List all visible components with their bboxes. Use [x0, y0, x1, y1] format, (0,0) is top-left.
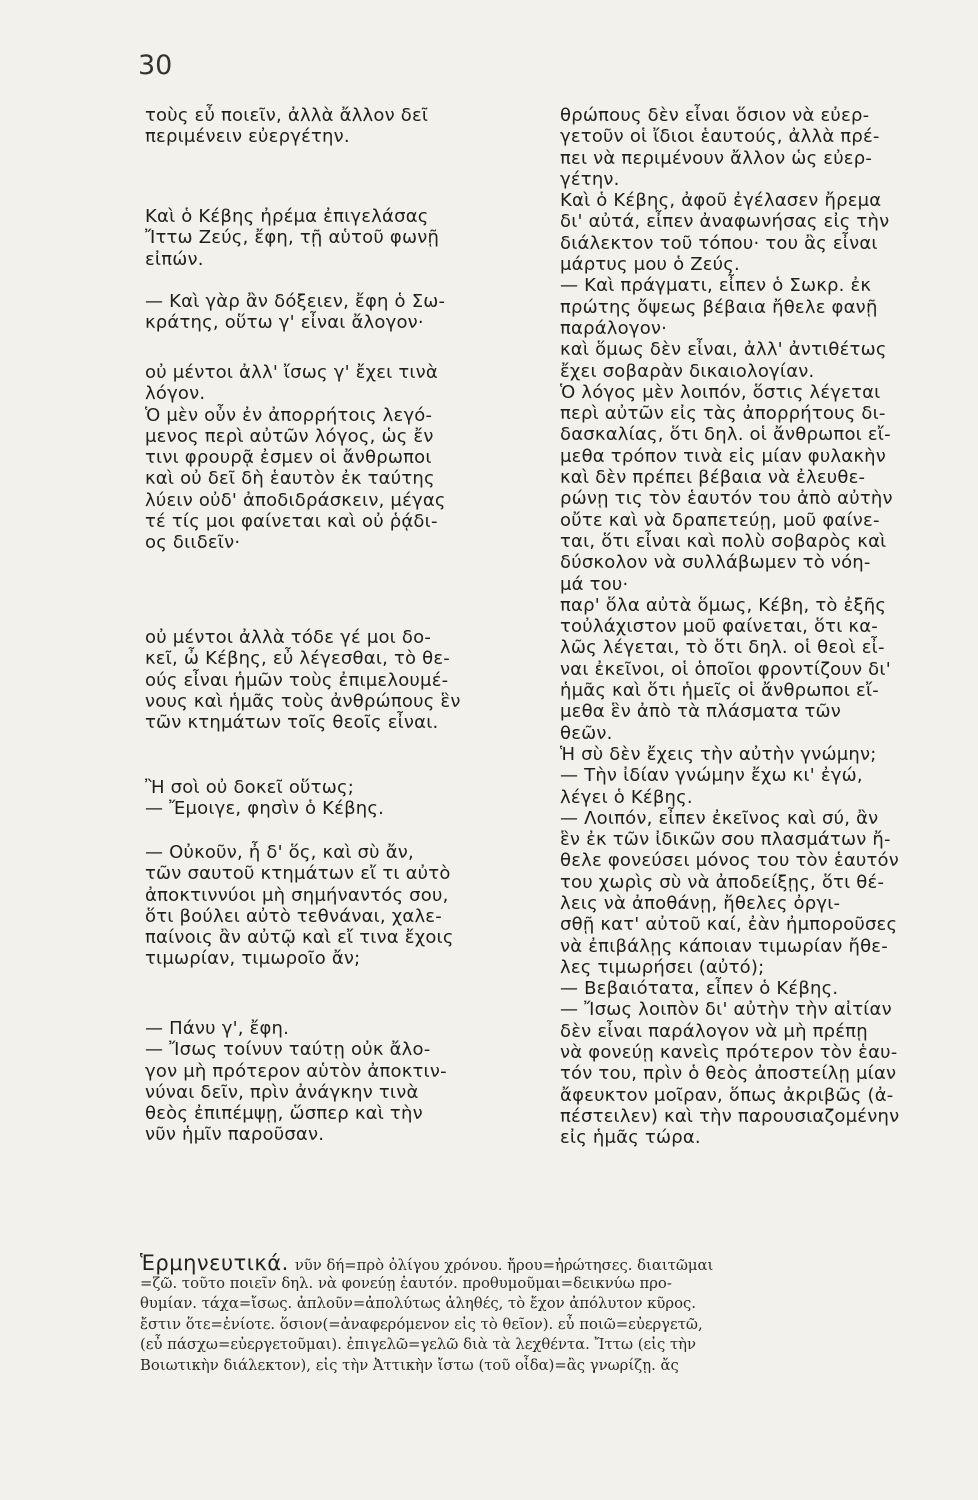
text-line: λόγον. [145, 383, 206, 405]
text-line: γετοῦν οἱ ἴδιοι ἑαυτούς, ἀλλὰ πρέ- [560, 126, 880, 148]
text-block [145, 1018, 525, 1146]
text-line: — Τὴν ἰδίαν γνώμην ἔχω κι' ἐγώ, [560, 765, 863, 787]
text-line: τινι φρουρᾷ ἐσμεν οἱ ἄνθρωποι [145, 447, 432, 469]
notes-heading: Ἑρμηνευτικά. [140, 1251, 289, 1275]
text-block [145, 842, 525, 970]
text-line: — Λοιπόν, εἶπεν ἐκεῖνος καὶ σύ, ἂν [560, 807, 879, 829]
text-line: — Ἴσως λοιπὸν δι' αὐτὴν τὴν αἰτίαν [560, 999, 892, 1021]
text-line: γέτην. [560, 168, 620, 190]
text-line: νῦν ἡμῖν παροῦσαν. [145, 1124, 325, 1146]
text-line: λῶς λέγεται, τὸ ὅτι δηλ. οἱ θεοὶ εἶ- [560, 637, 885, 659]
text-line: σθῇ κατ' αὐτοῦ καί, ἐὰν ἠμποροῦσες [560, 914, 898, 936]
text-line: Ὁ λόγος μὲν λοιπόν, ὅστις λέγεται [560, 381, 881, 403]
notes-line: Βοιωτικὴν διάλεκτον), εἰς τὴν Ἀττικὴν ἴστω (τοῦ οἶδα)=ἂς γνωρίζῃ. ἄς [140, 1356, 679, 1374]
notes-line [140, 1253, 970, 1274]
text-line: πει νὰ περιμένουν ἄλλον ὡς εὐερ- [560, 147, 873, 169]
text-line: Καὶ ὁ Κέβης ἠρέμα ἐπιγελάσας [145, 206, 429, 227]
text-line: Ἡ σὺ δὲν ἔχεις τὴν αὐτὴν γνώμην; [560, 743, 877, 765]
text-line: — Ἔμοιγε, φησὶν ὁ Κέβης. [145, 798, 385, 820]
text-line: δὲν εἶναι παράλογον νὰ μὴ πρέπῃ [560, 1020, 868, 1042]
text-line: εἰς ἡμᾶς τώρα. [560, 1127, 701, 1149]
text-line: μενος περὶ αὐτῶν λόγος, ὡς ἔν [145, 425, 434, 447]
text-line: νὰ φονεύῃ κανεὶς πρότερον τὸν ἑαυ- [560, 1042, 898, 1064]
text-line: — Καὶ πράγματι, εἶπεν ὁ Σωκρ. ἐκ [560, 275, 872, 297]
text-line: μεθα ἓν ἀπὸ τὰ πλάσματα τῶν [560, 701, 842, 723]
text-line: καὶ δὲν πρέπει βέβαια νὰ ἐλευθε- [560, 467, 866, 489]
text-line: θρώπους δὲν εἶναι ὅσιον νὰ εὐερ- [560, 105, 870, 126]
text-line: τόν του, πρὶν ὁ θεὸς ἀποστείλῃ μίαν [560, 1063, 897, 1085]
text-block [145, 206, 525, 270]
text-line: — Καὶ γὰρ ἂν δόξειεν, ἔφη ὁ Σω- [145, 291, 446, 312]
page-number: 30 [138, 50, 173, 81]
text-line: ἀποκτιννύοι μὴ σημήναντός σου, [145, 884, 449, 906]
text-line: κεῖ, ὦ Κέβης, εὖ λέγεσθαι, τὸ θε- [145, 648, 450, 670]
text-line: θεὸς ἐπιπέμψῃ, ὥσπερ καὶ τὴν [145, 1103, 423, 1125]
explanatory-notes [140, 1253, 970, 1376]
text-line: οὐ μέντοι ἀλλ' ἴσως γ' ἔχει τινὰ [145, 362, 438, 383]
text-line: καὶ ὅμως δὲν εἶναι, ἀλλ' ἀντιθέτως [560, 339, 887, 361]
text-line: δύσκολον νὰ συλλάβωμεν τὸ νόη- [560, 552, 871, 574]
text-line: ἡμᾶς καὶ ὅτι ἡμεῖς οἱ ἄνθρωποι εἴ- [560, 680, 879, 702]
text-line: μάρτυς μου ὁ Ζεύς. [560, 254, 740, 276]
text-line: τιμωρίαν, τιμωροῖο ἄν; [145, 948, 361, 970]
text-line: εἰπών. [145, 248, 204, 270]
text-line: οὔτε καὶ νὰ δραπετεύῃ, μοῦ φαίνε- [560, 509, 880, 531]
text-line: θεῶν. [560, 722, 613, 744]
text-line: ἄφευκτον μοῖραν, ὅπως ἀκριβῶς (ἀ- [560, 1084, 894, 1106]
text-line: Καὶ ὁ Κέβης, ἀφοῦ ἐγέλασεν ἤρεμα [560, 190, 882, 212]
text-line: περὶ αὐτῶν εἰς τὰς ἀπορρήτους δι- [560, 403, 886, 425]
text-block [145, 777, 525, 820]
text-line: ται, ὅτι εἶναι καὶ πολὺ σοβαρὸς καὶ [560, 530, 887, 552]
text-line: πρώτης ὄψεως βέβαια ἤθελε φανῇ [560, 296, 878, 318]
text-line: γον μὴ πρότερον αὑτὸν ἀποκτιν- [145, 1060, 447, 1082]
text-line: μά του· [560, 573, 629, 595]
text-line: — Πάνυ γ', ἔφη. [145, 1018, 290, 1039]
text-line: περιμένειν εὐεργέτην. [145, 126, 350, 148]
text-line: οὐ μέντοι ἀλλὰ τόδε γέ μοι δο- [145, 627, 432, 648]
text-line: τῶν κτημάτων τοῖς θεοῖς εἶναι. [145, 712, 439, 734]
text-line: ούς εἶναι ἡμῶν τοὺς ἐπιμελουμέ- [145, 669, 449, 691]
text-line: λες τιμωρήσει (αὐτό); [560, 956, 765, 978]
text-line: κράτης, οὕτω γ' εἶναι ἄλογον· [145, 312, 424, 334]
text-line: τοὺς εὖ ποιεῖν, ἀλλὰ ἄλλον δεῖ [145, 105, 429, 126]
text-line: δασκαλίας, ὅτι δηλ. οἱ ἄνθρωποι εἴ- [560, 424, 891, 446]
text-block [145, 105, 525, 148]
text-line: τέ τίς μοι φαίνεται καὶ οὐ ῥᾴδι- [145, 511, 438, 533]
text-block [145, 362, 525, 554]
text-line: ὅτι βούλει αὐτὸ τεθνάναι, χαλε- [145, 905, 442, 927]
text-line: νύναι δεῖν, πρὶν ἀνάγκην τινὰ [145, 1081, 419, 1103]
text-line: νὰ ἐπιβάλῃς κάποιαν τιμωρίαν ἤθε- [560, 935, 888, 957]
text-line: λέγει ὁ Κέβης. [560, 786, 693, 808]
text-block [145, 291, 525, 334]
text-line: θελε φονεύσει μόνος του τὸν ἑαυτόν [560, 850, 900, 872]
text-line: παρ' ὅλα αὐτὰ ὅμως, Κέβη, τὸ ἐξῆς [560, 594, 887, 616]
text-line: τῶν σαυτοῦ κτημάτων εἴ τι αὐτὸ [145, 863, 451, 885]
text-line: νους καὶ ἡμᾶς τοὺς ἀνθρώπους ἓν [145, 690, 461, 712]
text-line: Ἢ σοὶ οὐ δοκεῖ οὕτως; [145, 777, 354, 798]
notes-line: θυμίαν. τάχα=ἴσως. ἁπλοῦν=ἀπολύτως ἀληθές, τὸ ἔχον ἀπόλυτον κῦρος. [140, 1295, 696, 1312]
text-line: Ἴττω Ζεύς, ἔφη, τῇ αὑτοῦ φωνῇ [145, 227, 440, 249]
text-line: τοὐλάχιστον μοῦ φαίνεται, ὅτι κα- [560, 616, 878, 638]
text-line: λύειν οὐδ' ἀποδιδράσκειν, μέγας [145, 489, 446, 511]
notes-line: =ζῶ. τοῦτο ποιεῖν δηλ. νὰ φονεύῃ ἑαυτόν. προθυμοῦμαι=δεικνύω προ- [140, 1274, 672, 1292]
notes-line: (εὖ πάσχω=εὐεργετοῦμαι). ἐπιγελῶ=γελῶ διὰ τὰ λεχθέντα. Ἴττω (εἰς τὴν [140, 1336, 696, 1353]
text-line: ναι ἐκεῖνοι, οἱ ὁποῖοι φροντίζουν δι' [560, 658, 891, 680]
notes-text: νῦν δή=πρὸ ὀλίγου χρόνου. ἤρου=ἠρώτησες. διαιτῶμαι [294, 1257, 714, 1274]
text-line: πέστειλεν) καὶ τὴν παρουσιαζομένην [560, 1105, 900, 1127]
text-line: — Ἴσως τοίνυν ταύτῃ οὐκ ἄλο- [145, 1039, 431, 1061]
text-block [145, 627, 525, 733]
text-line: — Βεβαιότατα, εἶπεν ὁ Κέβης. [560, 978, 839, 1000]
text-line: παίνοις ἂν αὐτῷ καὶ εἴ τινα ἔχοις [145, 927, 454, 949]
text-line: του χωρὶς σὺ νὰ ἀποδείξῃς, ὅτι θέ- [560, 871, 885, 893]
notes-line: ἔστιν ὅτε=ἐνίοτε. ὅσιον(=ἀναφερόμενον εἰς τὸ θεῖον). εὖ ποιῶ=εὐεργετῶ, [140, 1315, 703, 1333]
text-line: ἔχει σοβαρὰν δικαιολογίαν. [560, 360, 815, 382]
text-line: καὶ οὐ δεῖ δὴ ἑαυτὸν ἐκ ταύτης [145, 468, 435, 490]
text-line: μεθα τρόπον τινὰ εἰς μίαν φυλακὴν [560, 445, 887, 467]
translation-block [560, 105, 970, 1149]
text-line: λεις νὰ ἀποθάνῃ, ἤθελες ὀργι- [560, 892, 841, 914]
text-line: Ὁ μὲν οὖν ἐν ἀπορρήτοις λεγό- [145, 404, 433, 426]
text-line: — Οὐκοῦν, ἦ δ' ὅς, καὶ σὺ ἄν, [145, 842, 414, 863]
text-line: διάλεκτον τοῦ τόπου· του ἂς εἶναι [560, 232, 878, 254]
text-line: ος διιδεῖν· [145, 532, 241, 554]
text-line: ρώνῃ τις τὸν ἑαυτόν του ἀπὸ αὐτὴν [560, 488, 893, 510]
text-line: δι' αὐτά, εἶπεν ἀναφωνήσας εἰς τὴν [560, 211, 890, 233]
text-line: ἓν ἐκ τῶν ἰδικῶν σου πλασμάτων ἤ- [560, 829, 891, 851]
text-line: παράλογον· [560, 317, 668, 339]
